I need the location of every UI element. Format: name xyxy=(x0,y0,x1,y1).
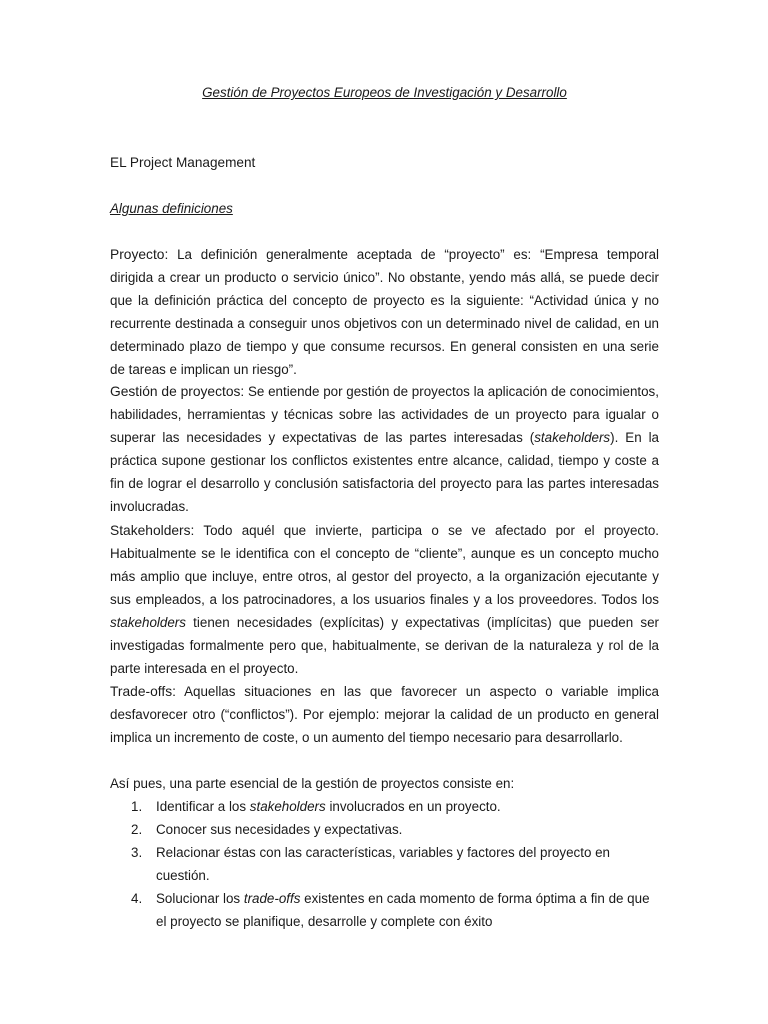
definition-text: ). En la práctica supone gestionar los conflictos existentes entre alcance, calidad, tiempo y coste a fin de lograr el desarrollo y conclusión satisfactoria del proyecto para las partes interesadas involucradas. xyxy=(110,430,659,514)
definition-italic-term: stakeholders xyxy=(534,430,611,445)
steps-list xyxy=(110,795,659,933)
definition-text: Se entiende por gestión de proyectos la aplicación de conocimientos, habilidades, herramientas y técnicas sobre las actividades de un proyecto para igualar o superar las necesidades y expectativas de las partes interesadas ( xyxy=(110,384,659,445)
definition-stakeholders xyxy=(110,519,659,680)
list-item-number: 1. xyxy=(131,799,143,814)
list-item xyxy=(110,795,659,818)
definition-term: Stakeholders: xyxy=(110,523,195,538)
list-item-text: Relacionar éstas con las características, variables y factores del proyecto en cuestión. xyxy=(156,845,611,883)
list-item xyxy=(110,887,659,933)
definition-italic-term: stakeholders xyxy=(110,615,186,630)
definition-text: tienen necesidades (explícitas) y expectativas (implícitas) que pueden ser investigadas formalmente pero que, habitualmente, se derivan de la naturaleza y rol de la parte interesada en el proyecto. xyxy=(110,615,659,676)
list-intro: Así pues, una parte esencial de la gestión de proyectos consiste en: xyxy=(110,776,515,791)
definition-proyecto xyxy=(110,243,659,381)
list-item-italic: trade-offs xyxy=(243,891,301,906)
list-item-italic: stakeholders xyxy=(249,799,326,814)
list-item-text: Solucionar los xyxy=(156,891,244,906)
definition-term: Proyecto: xyxy=(110,247,169,262)
list-item-number: 4. xyxy=(131,891,143,906)
definition-text: Aquellas situaciones en las que favorecer un aspecto o variable implica desfavorecer otro (“conflictos”). Por ejemplo: mejorar la calidad de un producto en general implica un incremento de coste, o un aumento del tiempo necesario para desarrollarlo. xyxy=(110,684,659,745)
definition-text: La definición generalmente aceptada de “proyecto” es: “Empresa temporal dirigida a crear un producto o servicio único”. No obstante, yendo más allá, se puede decir que la definición práctica del concepto de proyecto es la siguiente: “Actividad única y no recurrente destinada a conseguir unos objetivos con un determinado nivel de calidad, en un determinado plazo de tiempo y que consume recursos. En general consisten en una serie de tareas e implican un riesgo”. xyxy=(110,247,659,377)
document-title: Gestión de Proyectos Europeos de Investigación y Desarrollo xyxy=(202,85,567,100)
list-item xyxy=(110,818,659,841)
list-item-text: existentes en cada momento de forma óptima a fin de que el proyecto se planifique, desarrolle y complete con éxito xyxy=(156,891,650,929)
list-item-number: 3. xyxy=(131,845,143,860)
list-item-text: Conocer sus necesidades y expectativas. xyxy=(156,822,403,837)
list-item-text: Identificar a los xyxy=(156,799,250,814)
definition-text: Todo aquél que invierte, participa o se ve afectado por el proyecto. Habitualmente se le identifica con el concepto de “cliente”, aunque es un concepto mucho más amplio que incluye, entre otros, al gestor del proyecto, a la organización ejecutante y sus empleados, a los patrocinadores, a los usuarios finales y a los proveedores. Todos los xyxy=(110,523,659,607)
definition-gestion-de-proyectos xyxy=(110,380,659,518)
subheading-definitions: Algunas definiciones xyxy=(110,201,233,216)
list-item xyxy=(110,841,659,887)
definition-trade-offs xyxy=(110,680,659,749)
list-item-text: involucrados en un proyecto. xyxy=(325,799,501,814)
section-heading: EL Project Management xyxy=(110,155,256,170)
definition-term: Gestión de proyectos: xyxy=(110,384,245,399)
definition-term: Trade-offs: xyxy=(110,684,176,699)
list-item-number: 2. xyxy=(131,822,143,837)
